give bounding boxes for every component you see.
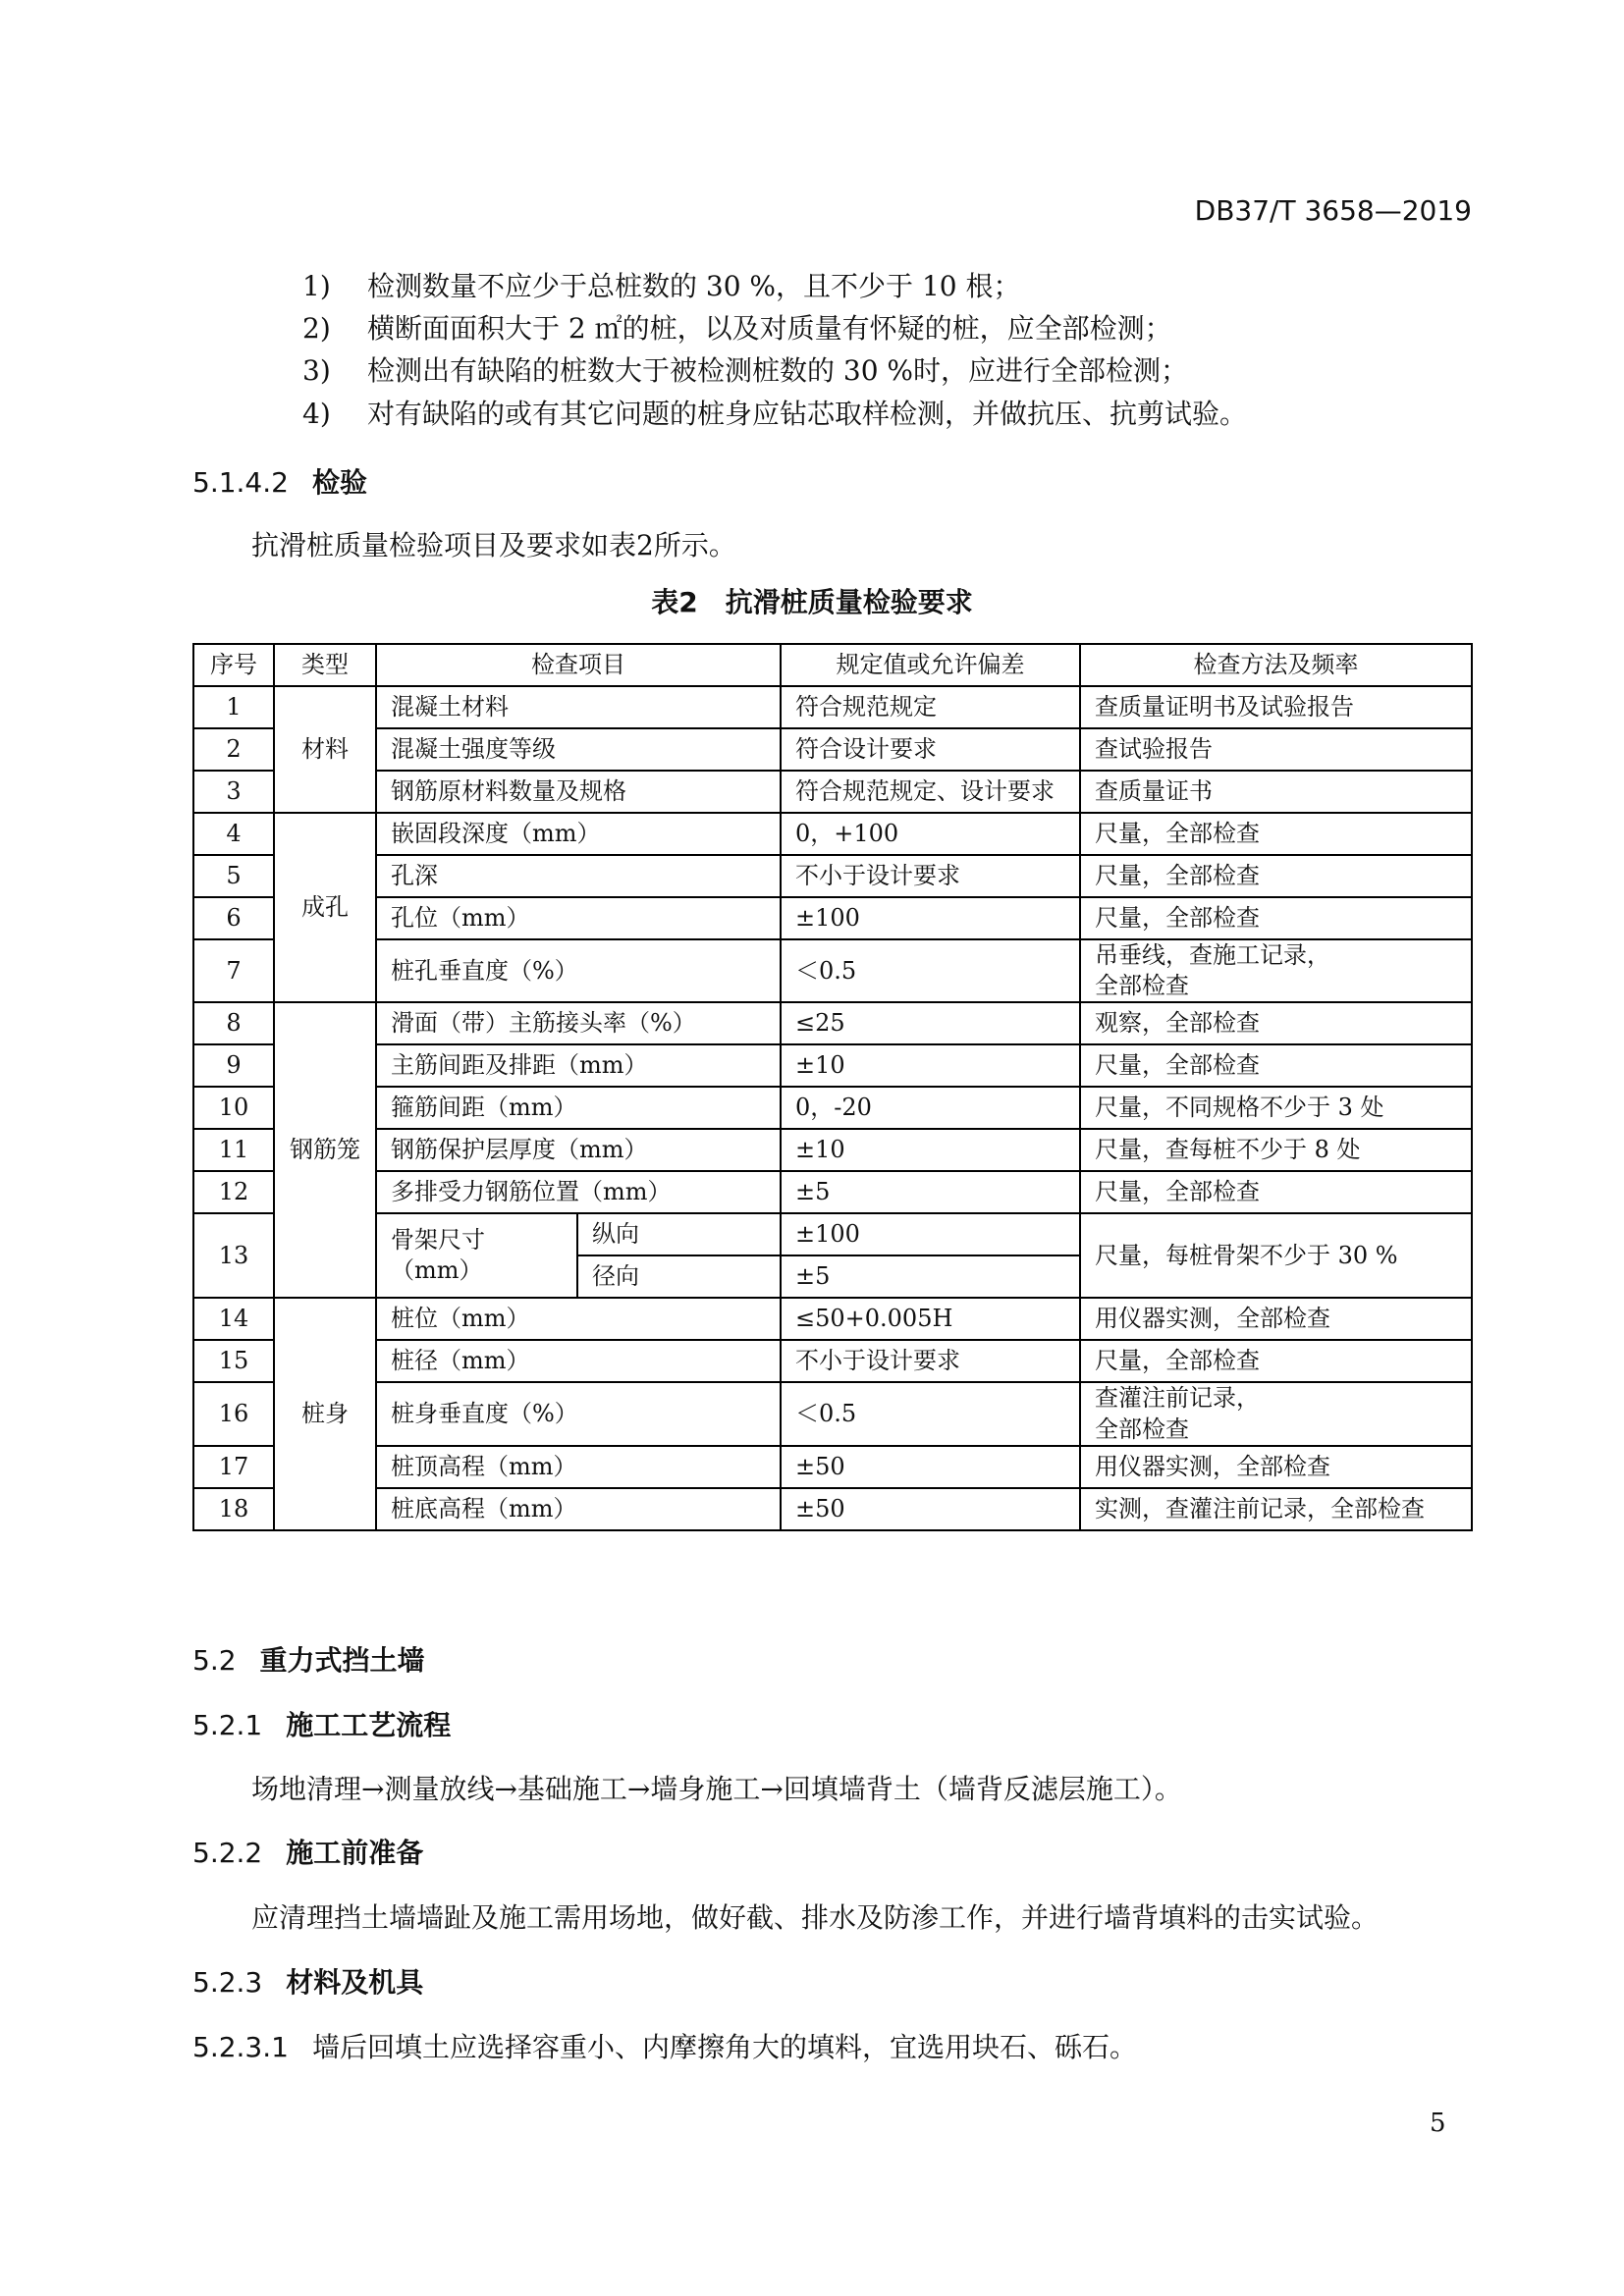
section-title: 检验	[311, 466, 367, 499]
cell-value: ±10	[781, 1044, 1080, 1087]
paragraph: 场地清理→测量放线→基础施工→墙身施工→回填墙背土（墙背反滤层施工）。	[251, 1773, 1182, 1805]
cell-item: 滑面（带）主筋接头率（%）	[376, 1002, 781, 1044]
cell-type-group: 成孔	[274, 813, 376, 1002]
list-item-number: 4)	[302, 398, 331, 430]
table-row	[193, 813, 1472, 855]
cell-type-group: 材料	[274, 686, 376, 813]
section-heading-5142	[192, 461, 367, 501]
cell-no: 12	[193, 1171, 274, 1213]
list-item-text: 对有缺陷的或有其它问题的桩身应钻芯取样检测，并做抗压、抗剪试验。	[367, 398, 1248, 430]
cell-item: 孔深	[376, 855, 781, 897]
cell-value: 符合设计要求	[781, 728, 1080, 771]
section-title: 施工工艺流程	[286, 1709, 452, 1741]
cell-no: 15	[193, 1340, 274, 1382]
cell-no: 3	[193, 771, 274, 813]
cell-item: 桩径（mm）	[376, 1340, 781, 1382]
table-row	[193, 686, 1472, 728]
cell-value: ±5	[781, 1255, 1080, 1298]
table-row	[193, 1340, 1472, 1382]
cell-item: 嵌固段深度（mm）	[376, 813, 781, 855]
page-number: 5	[1430, 2109, 1446, 2138]
col-header-no: 序号	[193, 644, 274, 686]
list-item	[302, 349, 1188, 389]
section-heading-521	[192, 1704, 451, 1743]
cell-item: 混凝土强度等级	[376, 728, 781, 771]
section-number: 5.2.1	[192, 1709, 263, 1741]
table-row	[193, 1488, 1472, 1530]
section-number: 5.1.4.2	[192, 466, 289, 499]
cell-method: 尺量，全部检查	[1080, 1340, 1472, 1382]
cell-method: 查质量证明书及试验报告	[1080, 686, 1472, 728]
cell-no: 5	[193, 855, 274, 897]
section-number: 5.2.3	[192, 1966, 263, 1999]
cell-value: 不小于设计要求	[781, 855, 1080, 897]
cell-item: 孔位（mm）	[376, 897, 781, 939]
cell-no: 16	[193, 1382, 274, 1445]
clause-number: 5.2.3.1	[192, 2031, 289, 2063]
col-header-value: 规定值或允许偏差	[781, 644, 1080, 686]
cell-item: 桩顶高程（mm）	[376, 1446, 781, 1488]
list-item-text: 检测数量不应少于总桩数的 30 %，且不少于 10 根；	[367, 270, 1021, 302]
section-heading-523	[192, 1961, 423, 2001]
table-row	[193, 1087, 1472, 1129]
cell-type-group: 桩身	[274, 1298, 376, 1529]
cell-method: 尺量，全部检查	[1080, 1171, 1472, 1213]
cell-value: 符合规范规定、设计要求	[781, 771, 1080, 813]
section-number: 5.2.2	[192, 1837, 263, 1869]
section-heading-52	[192, 1639, 425, 1679]
list-item-number: 2)	[302, 312, 331, 345]
cell-item: 钢筋保护层厚度（mm）	[376, 1129, 781, 1171]
cell-method: 观察，全部检查	[1080, 1002, 1472, 1044]
list-item	[302, 265, 1020, 304]
cell-item: 桩位（mm）	[376, 1298, 781, 1340]
list-item-text: 横断面面积大于 2 ㎡的桩，以及对质量有怀疑的桩，应全部检测；	[367, 312, 1172, 345]
cell-method: 查试验报告	[1080, 728, 1472, 771]
cell-no: 11	[193, 1129, 274, 1171]
cell-subitem: 纵向	[577, 1213, 781, 1255]
cell-method: 尺量，全部检查	[1080, 897, 1472, 939]
cell-no: 1	[193, 686, 274, 728]
cell-method	[1080, 939, 1472, 1002]
table-row	[193, 1446, 1472, 1488]
table-row	[193, 1129, 1472, 1171]
cell-value: ±100	[781, 897, 1080, 939]
col-header-type: 类型	[274, 644, 376, 686]
cell-value: ＜0.5	[781, 939, 1080, 1002]
table-row	[193, 897, 1472, 939]
section-title: 材料及机具	[286, 1966, 424, 1999]
paragraph: 抗滑桩质量检验项目及要求如表2所示。	[251, 529, 736, 561]
cell-item: 钢筋原材料数量及规格	[376, 771, 781, 813]
method-line: 查灌注前记录，	[1095, 1384, 1260, 1413]
list-item-text: 检测出有缺陷的桩数大于被检测桩数的 30 %时，应进行全部检测；	[367, 354, 1189, 387]
cell-no: 10	[193, 1087, 274, 1129]
cell-no: 14	[193, 1298, 274, 1340]
cell-value: ≤50+0.005H	[781, 1298, 1080, 1340]
cell-method: 用仪器实测，全部检查	[1080, 1446, 1472, 1488]
cell-value: 0，-20	[781, 1087, 1080, 1129]
cell-method: 尺量，全部检查	[1080, 855, 1472, 897]
cell-item: 主筋间距及排距（mm）	[376, 1044, 781, 1087]
paragraph: 应清理挡土墙墙趾及施工需用场地，做好截、排水及防渗工作，并进行墙背填料的击实试验。	[251, 1901, 1380, 1934]
cell-method: 查质量证书	[1080, 771, 1472, 813]
cell-no: 6	[193, 897, 274, 939]
cell-no: 4	[193, 813, 274, 855]
cell-no: 17	[193, 1446, 274, 1488]
cell-item: 骨架尺寸（mm）	[376, 1213, 577, 1298]
cell-value: ≤25	[781, 1002, 1080, 1044]
cell-item: 箍筋间距（mm）	[376, 1087, 781, 1129]
table-row	[193, 1382, 1472, 1445]
cell-no: 8	[193, 1002, 274, 1044]
cell-no: 9	[193, 1044, 274, 1087]
table-row	[193, 1298, 1472, 1340]
col-header-item: 检查项目	[376, 644, 781, 686]
cell-value: ＜0.5	[781, 1382, 1080, 1445]
cell-value: 不小于设计要求	[781, 1340, 1080, 1382]
cell-item: 桩底高程（mm）	[376, 1488, 781, 1530]
list-item	[302, 393, 1247, 432]
section-title: 施工前准备	[286, 1837, 424, 1869]
cell-method: 用仪器实测，全部检查	[1080, 1298, 1472, 1340]
cell-method: 尺量，每桩骨架不少于 30 %	[1080, 1213, 1472, 1298]
table-row	[193, 771, 1472, 813]
table-title: 表2 抗滑桩质量检验要求	[651, 586, 973, 618]
cell-type-group: 钢筋笼	[274, 1002, 376, 1298]
cell-method: 实测，查灌注前记录，全部检查	[1080, 1488, 1472, 1530]
cell-no: 18	[193, 1488, 274, 1530]
cell-no: 13	[193, 1213, 274, 1298]
table-row	[193, 728, 1472, 771]
cell-method: 尺量，查每桩不少于 8 处	[1080, 1129, 1472, 1171]
list-item-number: 3)	[302, 354, 331, 387]
clause-5231	[192, 2026, 1137, 2065]
col-header-method: 检查方法及频率	[1080, 644, 1472, 686]
cell-value: 符合规范规定	[781, 686, 1080, 728]
method-line: 吊垂线，查施工记录，	[1095, 941, 1330, 969]
cell-method: 尺量，全部检查	[1080, 813, 1472, 855]
document-code: DB37/T 3658—2019	[1194, 194, 1472, 227]
cell-no: 7	[193, 939, 274, 1002]
method-line: 全部检查	[1095, 1415, 1189, 1443]
cell-value: ±50	[781, 1488, 1080, 1530]
list-item	[302, 307, 1172, 347]
section-title: 重力式挡土墙	[259, 1644, 425, 1677]
table-row	[193, 1171, 1472, 1213]
cell-method: 尺量，不同规格不少于 3 处	[1080, 1087, 1472, 1129]
table-row	[193, 855, 1472, 897]
cell-value: ±50	[781, 1446, 1080, 1488]
table-row	[193, 1002, 1472, 1044]
cell-method	[1080, 1382, 1472, 1445]
cell-value: 0，+100	[781, 813, 1080, 855]
table-header-row	[193, 644, 1472, 686]
cell-no: 2	[193, 728, 274, 771]
section-heading-522	[192, 1832, 423, 1871]
method-line: 全部检查	[1095, 972, 1189, 1000]
cell-item: 桩孔垂直度（%）	[376, 939, 781, 1002]
cell-item: 桩身垂直度（%）	[376, 1382, 781, 1445]
cell-value: ±5	[781, 1171, 1080, 1213]
cell-value: ±10	[781, 1129, 1080, 1171]
list-item-number: 1)	[302, 270, 331, 302]
cell-subitem: 径向	[577, 1255, 781, 1298]
clause-text: 墙后回填土应选择容重小、内摩擦角大的填料，宜选用块石、砾石。	[311, 2031, 1137, 2063]
section-number: 5.2	[192, 1644, 237, 1677]
cell-item: 混凝土材料	[376, 686, 781, 728]
cell-item: 多排受力钢筋位置（mm）	[376, 1171, 781, 1213]
cell-value: ±100	[781, 1213, 1080, 1255]
table-row	[193, 1044, 1472, 1087]
inspection-table	[192, 643, 1473, 1531]
table-row	[193, 939, 1472, 1002]
table-row	[193, 1213, 1472, 1255]
cell-method: 尺量，全部检查	[1080, 1044, 1472, 1087]
